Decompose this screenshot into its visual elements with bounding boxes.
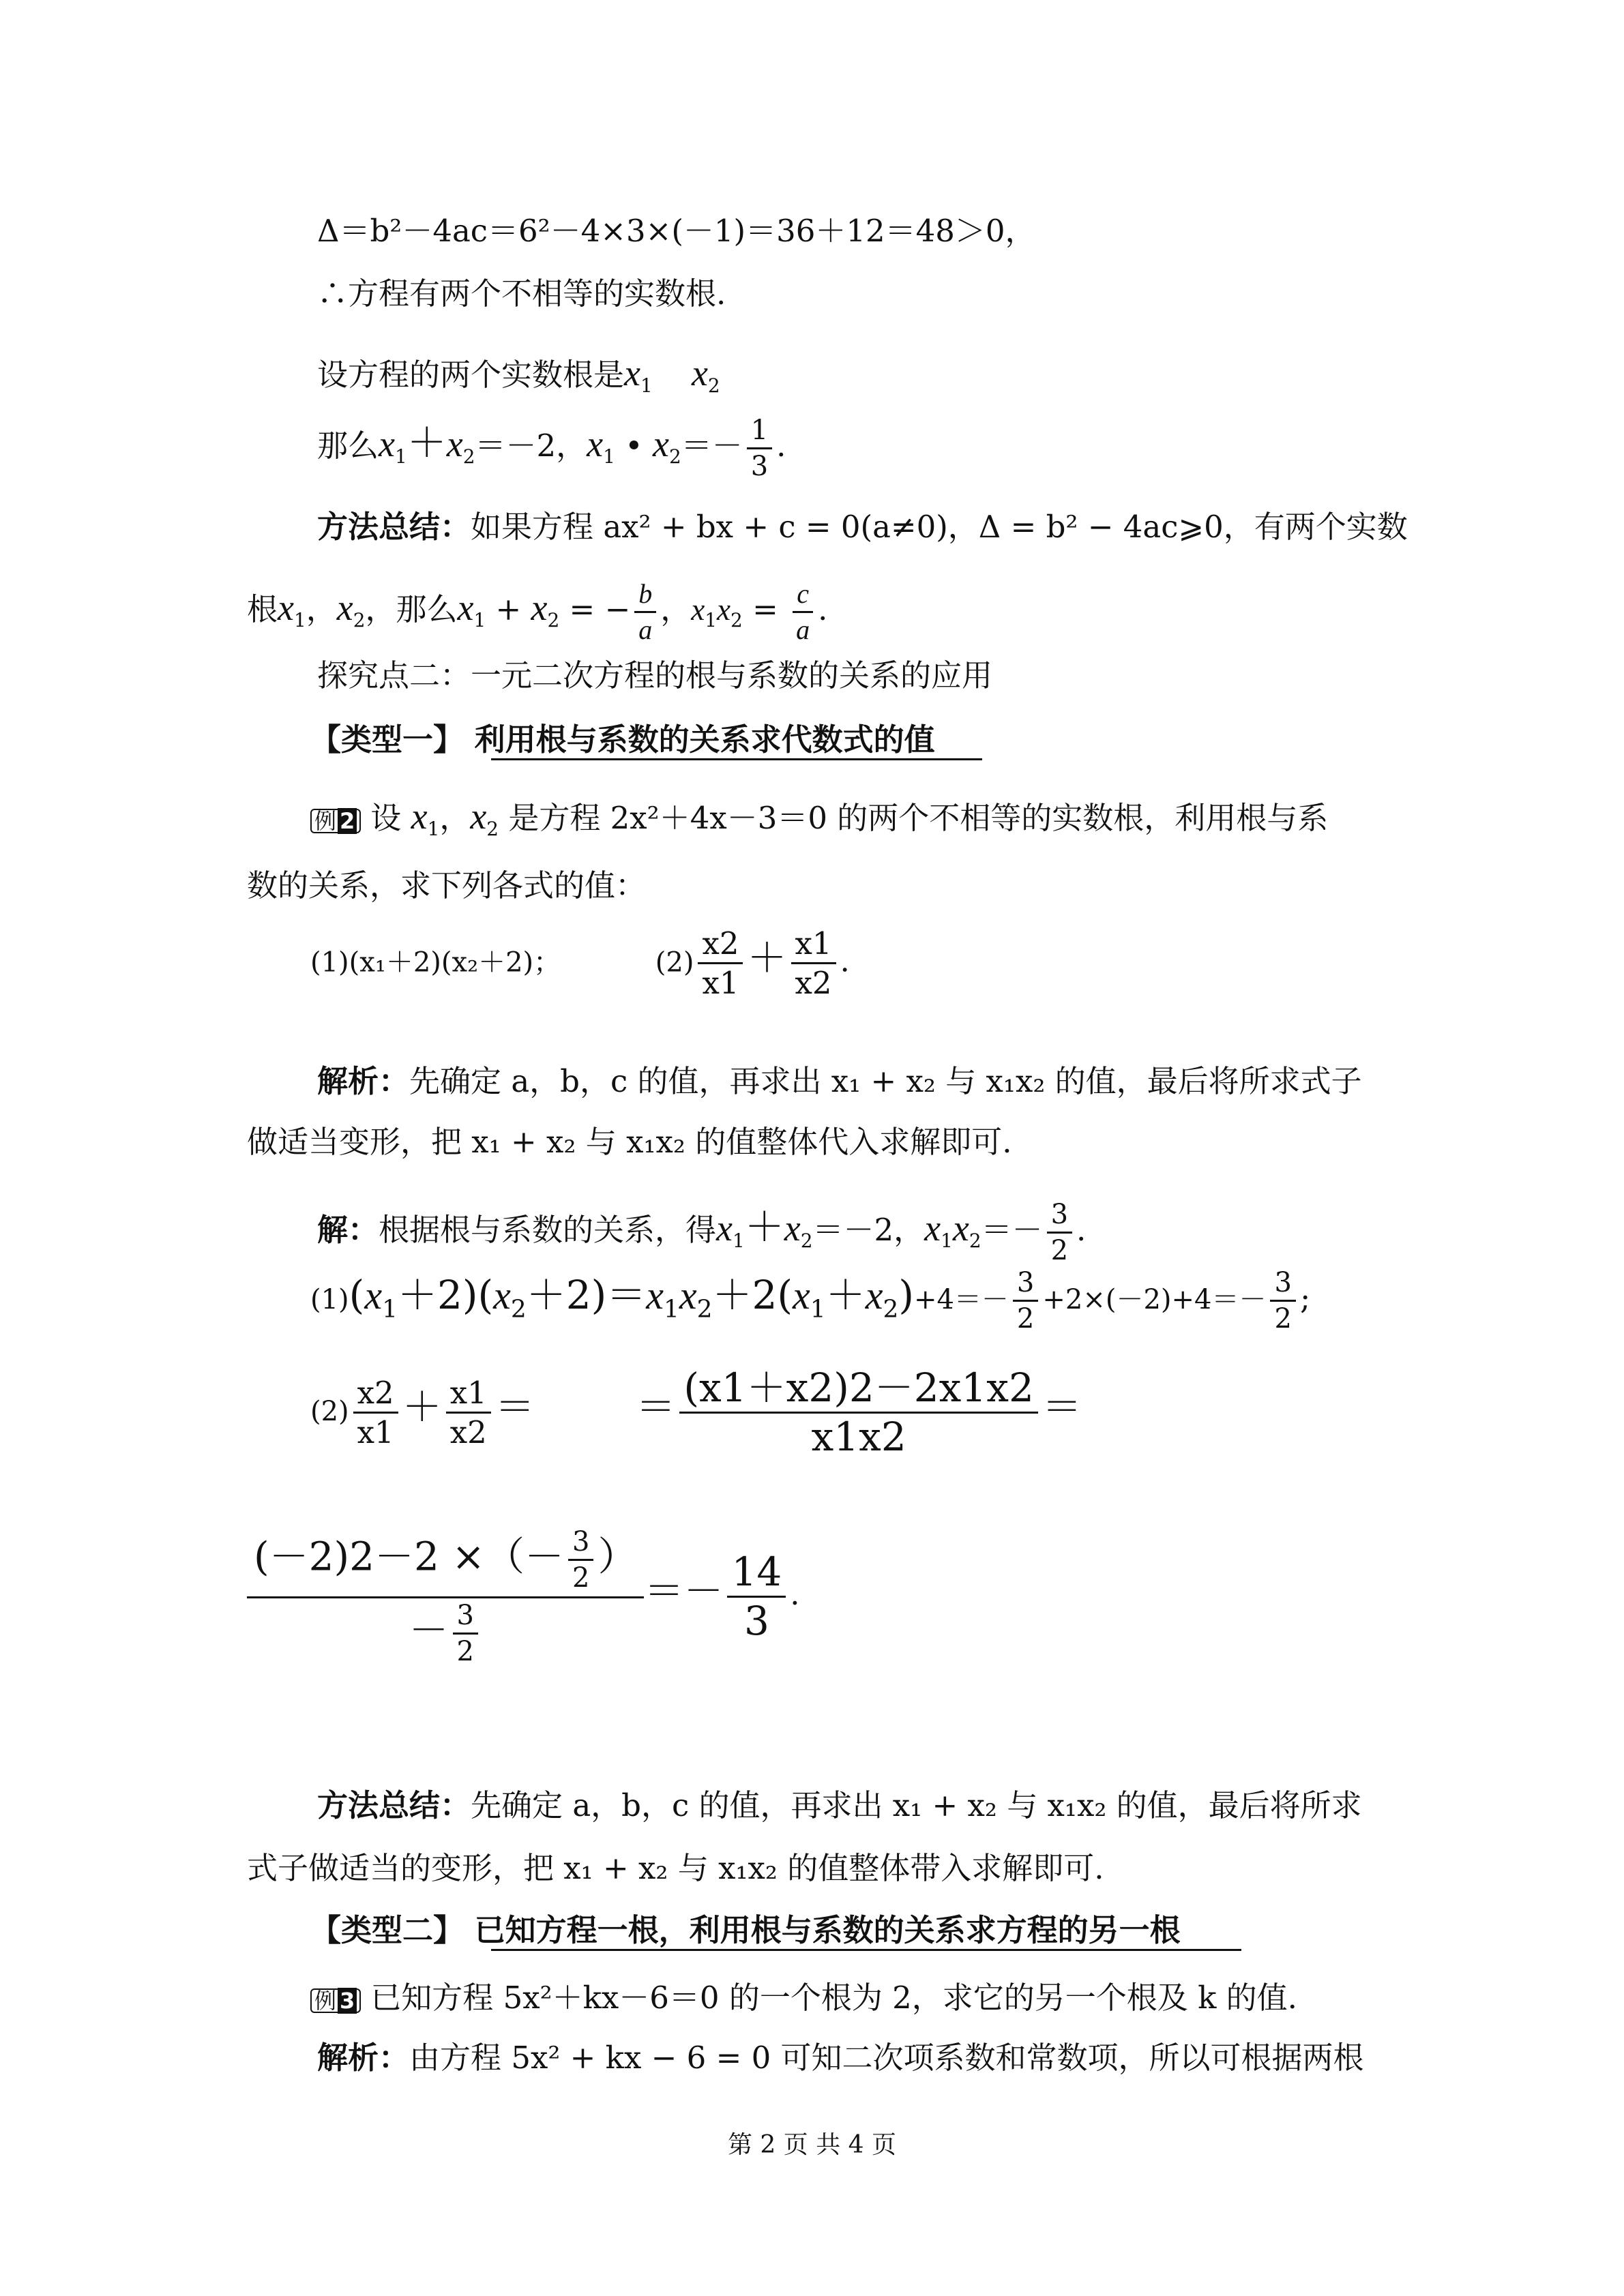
example2-line1: 例 2 设 $x_1$，$x_2$ 是方程 2x²＋4x－3＝0 的两个不相等的实数根，利用根与系: [310, 798, 1328, 835]
analysis3-label: 解析：: [317, 2040, 410, 2076]
fraction-1-3: $\frac{1}{3}$: [747, 416, 772, 481]
example2-part2: (2): [655, 946, 694, 979]
type2-heading: [310, 1912, 1181, 1948]
type1-heading: [310, 721, 935, 758]
example2-line2: 数的关系，求下列各式的值：: [247, 867, 647, 904]
solution2-line: (2) $\frac{x2}{x1}$ ＋ $\frac{x1}{x2}$ ＝ ＝ $\frac{(x1+x2)2-2x1x2}{x1x2}$ ＝: [310, 1365, 1082, 1460]
example2-badge: 例 2: [310, 809, 361, 833]
example3-badge: 例 3: [310, 1988, 361, 2013]
let-roots-line: 设方程的两个实数根是$x_1$ $x_2$: [317, 353, 720, 397]
type2-text: 【类型二】 已知方程一根，利用根与系数的关系求方程的另一根: [310, 1912, 1181, 1948]
analysis3-text: 由方程 5x² + kx − 6 = 0 可知二次项系数和常数项，所以可根据两根: [409, 2040, 1364, 2076]
analysis-text1: 先确定 a，b，c 的值，再求出 x₁ + x₂ 与 x₁x₂ 的值，最后将所求式子: [409, 1063, 1362, 1099]
method1-line1: [317, 509, 1408, 545]
method2-label: 方法总结：: [317, 1787, 471, 1823]
method1-text2: 根: [247, 591, 278, 627]
delta-line: Δ＝b²－4ac＝6²－4×3×(－1)＝36＋12＝48＞0，: [317, 213, 1036, 249]
example2-part1: (1)(x₁＋2)(x₂＋2)；: [310, 946, 561, 979]
method1-line2: 根$x_1$，$x_2$，那么$x_1 + x_2$ = − $\frac{b}{a}$ ，$x_1x_2$ = $\frac{c}{a}$ .: [247, 578, 828, 645]
vieta-line: 那么$x_1+x_2=-2$，$x_1$ • $x_2=-$ $\frac{1}{3}$ .: [317, 415, 786, 482]
analysis-line2: 做适当变形，把 x₁ + x₂ 与 x₁x₂ 的值整体代入求解即可.: [247, 1124, 1012, 1160]
method1-label: 方法总结：: [317, 509, 471, 545]
analysis-line1: [317, 1063, 1362, 1099]
example3-text: 已知方程 5x²＋kx－6＝0 的一个根为 2，求它的另一个根及 k 的值.: [370, 1980, 1297, 2016]
example2-text1: 是方程 2x²＋4x－3＝0 的两个不相等的实数根，利用根与系: [508, 800, 1329, 836]
type1-text: 【类型一】 利用根与系数的关系求代数式的值: [310, 721, 935, 758]
solution1-prefix: (1): [310, 1284, 349, 1315]
conclusion-line: ∴方程有两个不相等的实数根.: [317, 275, 726, 312]
analysis3-line: [317, 2040, 1364, 2076]
solution-text: 根据根与系数的关系，得: [379, 1212, 717, 1248]
example2-parts: (1)(x₁＋2)(x₂＋2)； (2) $\frac{x2}{x1}$ ＋ $\frac{x1}{x2}$ .: [310, 925, 850, 1002]
analysis-label: 解析：: [317, 1063, 410, 1099]
type1-underline: [491, 758, 982, 760]
solution-label: 解：: [317, 1212, 379, 1248]
method1-text: 如果方程 ax² + bx + c = 0(a≠0)，Δ = b² − 4ac⩾0，有两个实数: [471, 509, 1408, 545]
compound-fraction: (－2)2－2 ×（－ $\frac{3}{2}$ ） － $\frac{3}{2}$ ＝－ $\frac{14}{3}$ .: [247, 1527, 800, 1666]
solution1-line: $(1)(x_1+2)(x_2+2)=x_1x_2+2(x_1+x_2)+4=-$ $\frac{3}{2}$ +2×(－2)+4＝－ $\frac{3}{2}$ ;: [310, 1267, 1311, 1335]
method2-line1: [317, 1787, 1362, 1823]
explore2-heading: 探究点二：一元二次方程的根与系数的关系的应用: [317, 657, 993, 694]
method2-line2: 式子做适当的变形，把 x₁ + x₂ 与 x₁x₂ 的值整体带入求解即可.: [247, 1850, 1104, 1886]
then-text: 那么: [317, 428, 379, 464]
let-roots-text: 设方程的两个实数根是: [317, 357, 625, 393]
type2-underline: [491, 1949, 1241, 1951]
page-footer: 第 2 页 共 4 页: [727, 2131, 897, 2159]
solution-line: 解：根据根与系数的关系，得$x_1+x_2=-2$，$x_1x_2=-$ $\frac{3}{2}$ .: [317, 1199, 1087, 1266]
sum-value: ＝－2，: [475, 428, 587, 464]
prod-value: ＝－: [681, 428, 743, 464]
solution2-prefix: (2): [310, 1395, 349, 1427]
method1-then: ，那么: [365, 591, 458, 627]
example3-line: [310, 1980, 1297, 2016]
method2-text1: 先确定 a，b，c 的值，再求出 x₁ + x₂ 与 x₁x₂ 的值，最后将所求: [471, 1787, 1362, 1823]
